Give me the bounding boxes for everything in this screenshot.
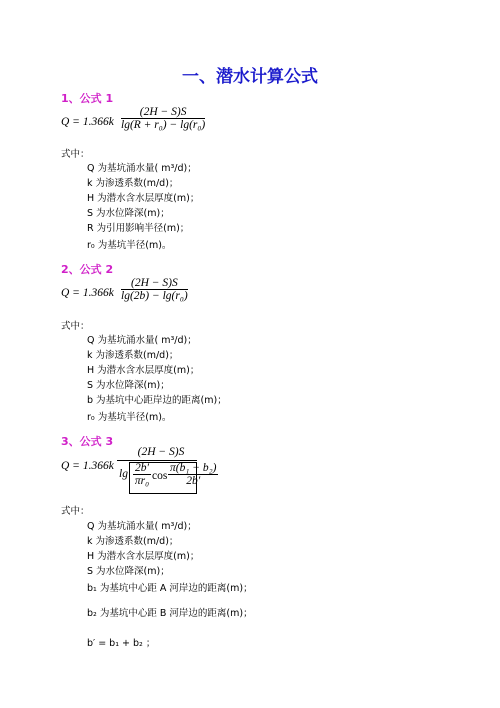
symbol-item: S 为水位降深(m)； [87,566,170,577]
formula-fraction [121,106,205,131]
formula-numerator-wrap [121,446,201,458]
formula-3 [61,446,221,494]
symbol-item: R 为引用影响半径(m)； [87,223,190,234]
inner-fraction [133,462,151,487]
symbol-item: b₂ 为基坑中心距 B 河岸边的距离(m)； [87,608,253,619]
cos-label: cos [152,470,168,482]
formula-numerator: (2H − S)S [139,106,187,118]
formula-1 [61,106,261,140]
symbol-item: H 为潜水含水层厚度(m)； [87,551,200,562]
formula-lhs: Q = 1.366k [61,460,114,472]
formula-2 [61,277,261,311]
cos-fraction [168,462,218,487]
inner-denominator: πr₀ [134,475,150,487]
symbol-item: b 为基坑中心距岸边的距离(m)； [87,395,227,406]
symbol-item: Q 为基坑涌水量( m³/d)； [87,163,197,174]
section-heading-2: 2、公式 2 [61,263,114,276]
cos-denominator: 2b′ [186,475,201,487]
symbol-item: b′ = b₁ + b₂ ； [87,638,156,649]
symbol-intro: 式中： [61,149,90,160]
fraction-bar [117,460,197,461]
formula-lhs: Q = 1.366k [61,287,114,299]
symbol-item: Q 为基坑涌水量( m³/d)； [87,521,197,532]
cos-numerator: π(b₁ − b₂) [170,462,217,474]
symbol-item: Q 为基坑涌水量( m³/d)； [87,335,197,346]
symbol-item: r₀ 为基坑半径(m)。 [87,240,172,251]
formula-lhs: Q = 1.366k [61,116,114,128]
symbol-item: k 为渗透系数(m/d)； [87,178,179,189]
symbol-item: r₀ 为基坑半径(m)。 [87,412,172,423]
symbol-intro: 式中： [61,506,90,517]
symbol-item: H 为潜水含水层厚度(m)； [87,365,200,376]
formula-denominator: lg(2b) − lg(r₀) [121,290,188,302]
symbol-item: S 为水位降深(m)； [87,380,170,391]
inner-numerator: 2b′ [135,462,150,474]
symbol-intro: 式中： [61,321,90,332]
symbol-item: H 为潜水含水层厚度(m)； [87,193,200,204]
section-heading-1: 1、公式 1 [61,92,114,105]
formula-numerator: (2H − S)S [137,446,185,458]
symbol-item: k 为渗透系数(m/d)； [87,350,179,361]
symbol-item: k 为渗透系数(m/d)； [87,536,179,547]
formula-denominator: lg(R + r₀) − lg(r₀) [121,119,206,131]
symbol-item: S 为水位降深(m)； [87,208,170,219]
section-heading-3: 3、公式 3 [61,435,114,448]
symbol-item: b₁ 为基坑中心距 A 河岸边的距离(m)； [87,583,253,594]
formula-fraction [121,277,188,302]
formula-numerator: (2H − S)S [130,277,178,289]
page-title: 一、潜水计算公式 [182,67,318,87]
log-prefix: lg [119,468,128,480]
